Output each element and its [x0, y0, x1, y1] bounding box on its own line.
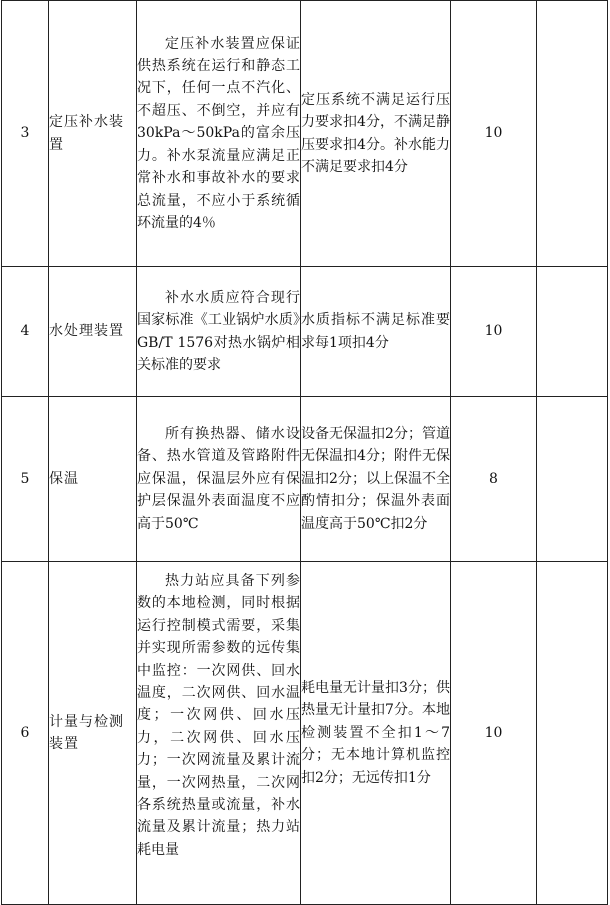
item-scoring-rule: 设备无保温扣2分；管道无保温扣4分；附件无保温扣2分；以上保温不全酌情扣分；保温外表面温度高于50℃扣2分 [301, 397, 451, 562]
item-name: 保温 [49, 397, 137, 562]
item-name: 水处理装置 [49, 267, 137, 397]
item-requirement: 定压补水装置应保证供热系统在运行和静态工况下，任何一点不汽化、不超压、不倒空，并应有30kPa～50kPa的富余压力。补水泵流量应满足正常补水和事故补水的要求总流量，不应小于系统循环流量的4％ [137, 1, 301, 267]
item-points: 8 [451, 397, 537, 562]
item-scoring-rule: 耗电量无计量扣3分；供热量无计量扣7分。本地检测装置不全扣1～7分；无本地计算机监控扣2分；无远传扣1分 [301, 562, 451, 905]
evaluation-table [1, 0, 608, 905]
item-name: 定压补水装置 [49, 1, 137, 267]
item-requirement: 热力站应具备下列参数的本地检测，同时根据运行控制模式需要，采集并实现所需参数的远传集中监控：一次网供、回水温度，二次网供、回水温度；一次网供、回水压力，二次网供、回水压力；一次网流量及累计流量，一次网热量，二次网各系统热量或流量，补水流量及累计流量；热力站耗电量 [137, 562, 301, 905]
item-scoring-rule: 定压系统不满足运行压力要求扣4分，不满足静压要求扣4分。补水能力不满足要求扣4分 [301, 1, 451, 267]
table-row [2, 397, 608, 562]
item-points: 10 [451, 267, 537, 397]
table-row [2, 1, 608, 267]
item-number: 6 [2, 562, 49, 905]
item-number: 3 [2, 1, 49, 267]
table-row [2, 267, 608, 397]
item-points: 10 [451, 1, 537, 267]
item-requirement: 补水水质应符合现行国家标准《工业锅炉水质》GB/T 1576对热水锅炉相关标准的要求 [137, 267, 301, 397]
item-points: 10 [451, 562, 537, 905]
table-row [2, 562, 608, 905]
item-remark [537, 1, 608, 267]
item-remark [537, 397, 608, 562]
item-requirement: 所有换热器、储水设备、热水管道及管路附件应保温，保温层外应有保护层保温外表面温度不应高于50℃ [137, 397, 301, 562]
item-scoring-rule: 水质指标不满足标准要求每1项扣4分 [301, 267, 451, 397]
item-name: 计量与检测装置 [49, 562, 137, 905]
item-number: 5 [2, 397, 49, 562]
item-remark [537, 267, 608, 397]
item-remark [537, 562, 608, 905]
item-number: 4 [2, 267, 49, 397]
